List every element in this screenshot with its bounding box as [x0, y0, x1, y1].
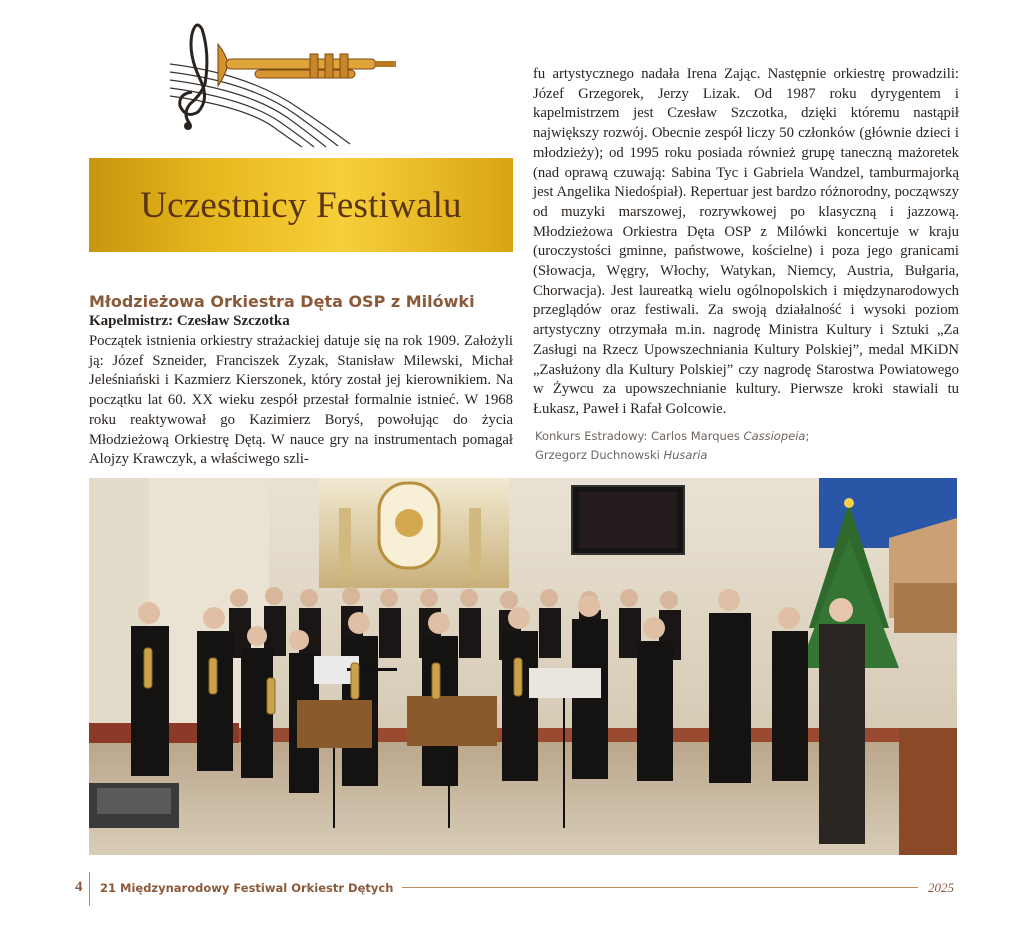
caption-piece-2: Husaria [663, 448, 708, 462]
photo-caption [535, 427, 955, 465]
footer-rule [402, 887, 918, 888]
caption-suffix-1: ; [805, 429, 810, 443]
caption-line-2 [535, 446, 955, 465]
footer-divider [89, 872, 90, 906]
article-paragraph-left: Początek istnienia orkiestry strażackiej datuje się na rok 1909. Założyli ją: Józef Szneider, Franciszek Zyzak, Stanisław Milewski, Michał Jeleśniański i Kazmierz Kierszonek, który został jej kierownikiem. Na początku lat 60. XX wieku zespół przestał formalnie istnieć. W 1968 roku reaktywował go Kazimierz Boryś, powołując do życia Młodzieżową Orkiestrę Dętą. W nauce gry na instrumentach pomagał Alojzy Krawczyk, a właściwego szli- [89, 333, 513, 468]
article-subheading: Kapelmistrz: Czesław Szczotka [89, 313, 290, 329]
footer-year: 2025 [928, 880, 954, 895]
section-title: Uczestnicy Festiwalu [140, 184, 462, 226]
footer-title: 21 Międzynarodowy Festiwal Orkiestr Dętych [100, 881, 394, 895]
article-paragraph-right: fu artystycznego nadała Irena Zając. Następnie orkiestrę prowadzili: Józef Grzegorek, Jerzy Lizak. Od 1987 roku dyrygentem i kapelmistrzem jest Czesław Szczotka, dzięki któremu nastąpił największy rozwój. Obecnie zespół liczy 50 członków (głównie dzieci i młodzieży); od 1995 roku posiada również grupę taneczną mażoretek (nad oprawą czuwają: Sabina Tyc i Gabriela Wandzel, tamburmajorką jest Angelika Niedośpiał). Repertuar jest bardzo różnorodny, począwszy od muzyki marszowej, rozrywkowej po klasyczną i jazzową. Młodzieżowa Orkiestra Dęta OSP z Milówki koncertuje w kraju (uroczystości gminne, państwowe, kościelne) i poza jego granicami (Słowacja, Węgry, Włochy, Watykan, Niemcy, Austria, Bułgaria, Chorwacja). Jest laureatką wielu ogólnopolskich i międzynarodowych przeglądów oraz festiwali. Za swoją działalność i wysoki poziom artystyczny otrzymała m.in. nagrodę Ministra Kultury i Sztuki „Za Zasługi na Rzecz Upowszechniania Kultury Polskiej”, medal MKiDN „Zasłużony dla Kultury Polskiej” czy nagrodę Starostwa Powiatowego w Żywcu za upowszechnianie kultury. Pierwsze kroki stawiali tu Łukasz, Paweł i Rafał Golcowie. [533, 66, 959, 417]
article-heading: Młodzieżowa Orkiestra Dęta OSP z Milówki [89, 292, 475, 311]
caption-prefix-2: Grzegorz Duchnowski [535, 448, 664, 462]
article-text-left [89, 332, 513, 470]
orchestra-photo [89, 478, 957, 855]
article-text-right [533, 65, 959, 420]
caption-line-1 [535, 427, 955, 446]
caption-prefix-1: Konkurs Estradowy: Carlos Marques [535, 429, 744, 443]
page-number: 4 [75, 879, 83, 895]
festival-logo [160, 14, 410, 149]
treble-clef-trumpet-icon [160, 14, 410, 149]
section-banner [89, 158, 513, 252]
caption-piece-1: Cassiopeia [743, 429, 806, 443]
